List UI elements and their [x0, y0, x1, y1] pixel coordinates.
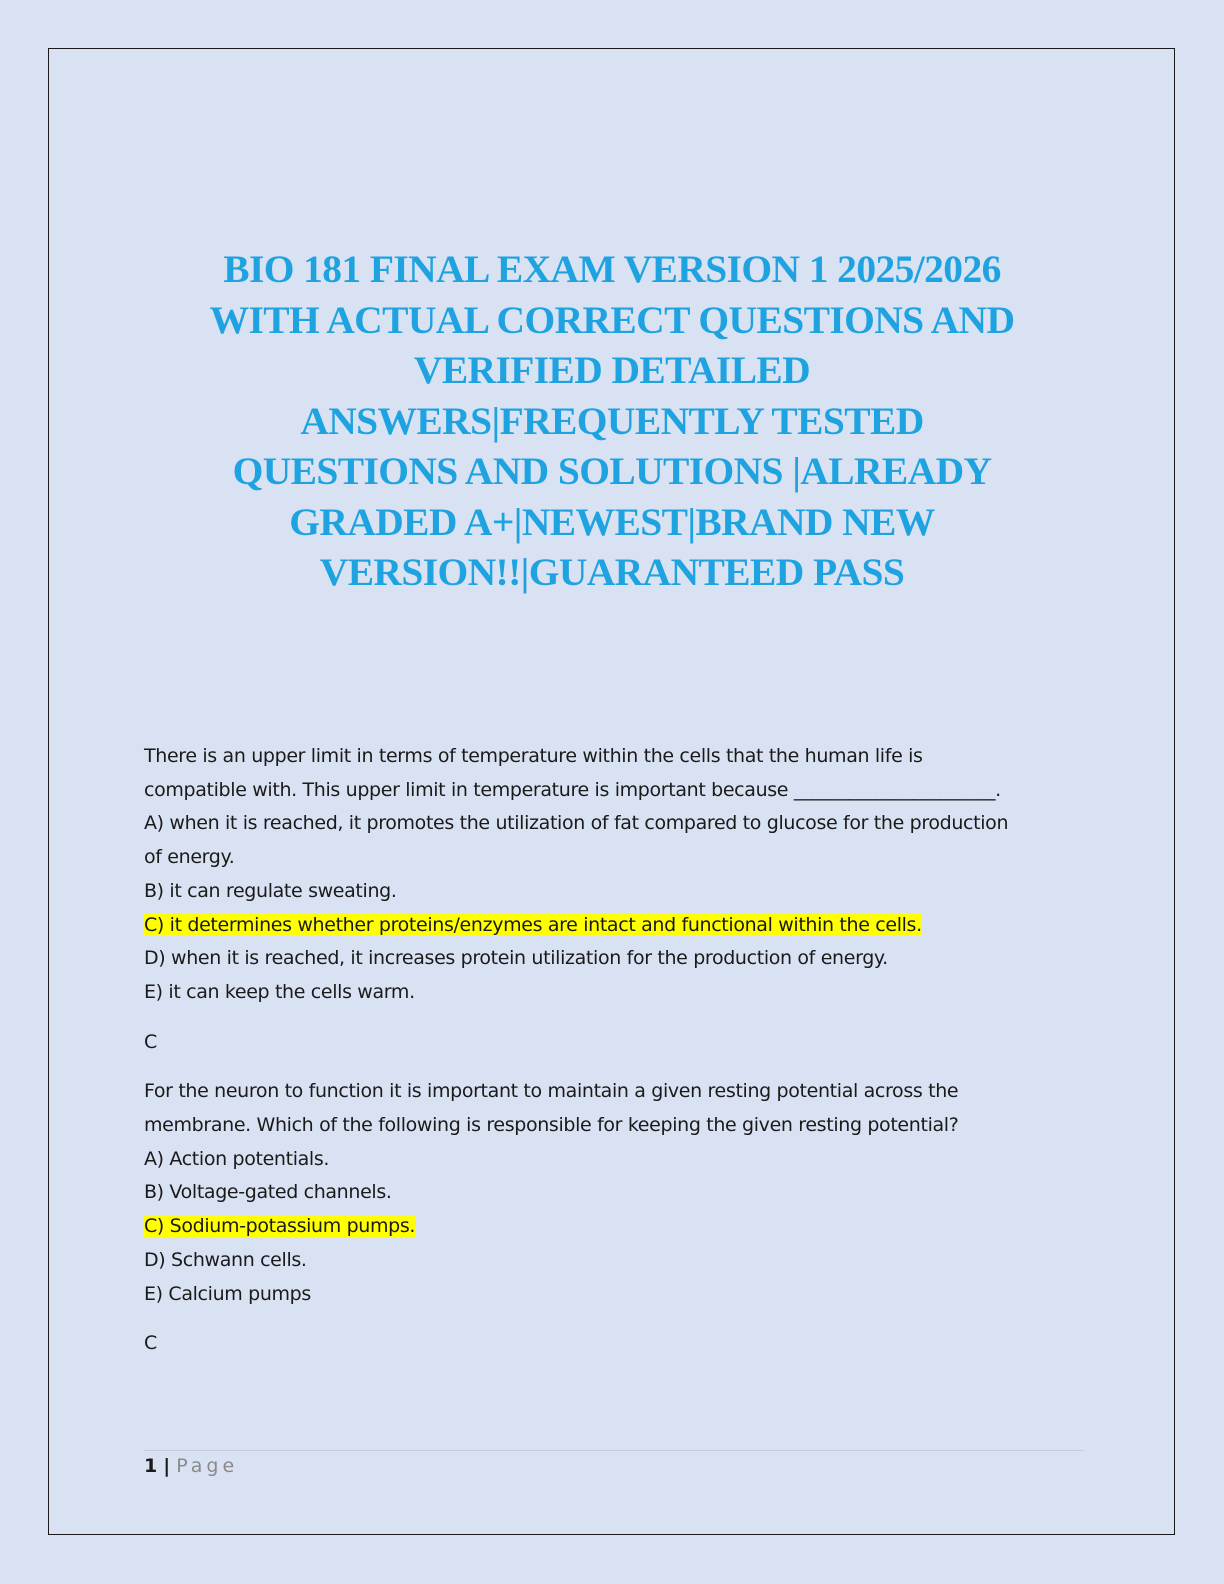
highlighted-correct-option: C) it determines whether proteins/enzymes are intact and functional within the cells. — [144, 913, 922, 936]
answer-key: C — [144, 1030, 157, 1053]
title-line: VERIFIED DETAILED — [413, 348, 811, 392]
title-line: WITH ACTUAL CORRECT QUESTIONS AND — [209, 297, 1015, 342]
option-line: D) when it is reached, it increases protein utilization for the production of energy. — [144, 947, 888, 970]
question-stem-line: membrane. Which of the following is responsible for keeping the given resting potential? — [144, 1114, 959, 1137]
question-stem-line: compatible with. This upper limit in temperature is important because ______________________. — [144, 778, 1001, 801]
highlighted-correct-option: C) Sodium-potassium pumps. — [144, 1215, 416, 1238]
page-number: 1 — [144, 1455, 158, 1477]
option-line: B) Voltage-gated channels. — [144, 1181, 392, 1204]
title-line: BIO 181 FINAL EXAM VERSION 1 2025/2026 — [223, 247, 1001, 291]
footer-separator: | — [163, 1455, 171, 1477]
option-line: E) Calcium pumps — [144, 1282, 311, 1305]
answer-key: C — [144, 1332, 157, 1355]
question-1 — [144, 740, 1084, 1059]
document-body — [144, 740, 1084, 1377]
option-line: A) when it is reached, it promotes the utilization of fat compared to glucose for the production — [144, 812, 1009, 835]
option-line: D) Schwann cells. — [144, 1248, 307, 1271]
footer-divider — [144, 1450, 1084, 1451]
page-footer — [144, 1455, 238, 1477]
question-stem-line: There is an upper limit in terms of temperature within the cells that the human life is — [144, 745, 923, 767]
title-line: GRADED A+|NEWEST|BRAND NEW — [289, 499, 935, 544]
option-line: A) Action potentials. — [144, 1147, 330, 1170]
title-line: ANSWERS|FREQUENTLY TESTED — [300, 398, 924, 443]
title-line: VERSION!!|GUARANTEED PASS — [319, 550, 905, 594]
option-line: of energy. — [144, 846, 235, 869]
option-line: E) it can keep the cells warm. — [144, 980, 415, 1003]
document-title — [120, 244, 1104, 598]
title-line: QUESTIONS AND SOLUTIONS |ALREADY — [232, 449, 992, 493]
question-2 — [144, 1075, 1084, 1361]
option-line: B) it can regulate sweating. — [144, 879, 397, 902]
page-label: Page — [176, 1455, 239, 1477]
question-stem-line: For the neuron to function it is important to maintain a given resting potential across the — [144, 1080, 959, 1103]
